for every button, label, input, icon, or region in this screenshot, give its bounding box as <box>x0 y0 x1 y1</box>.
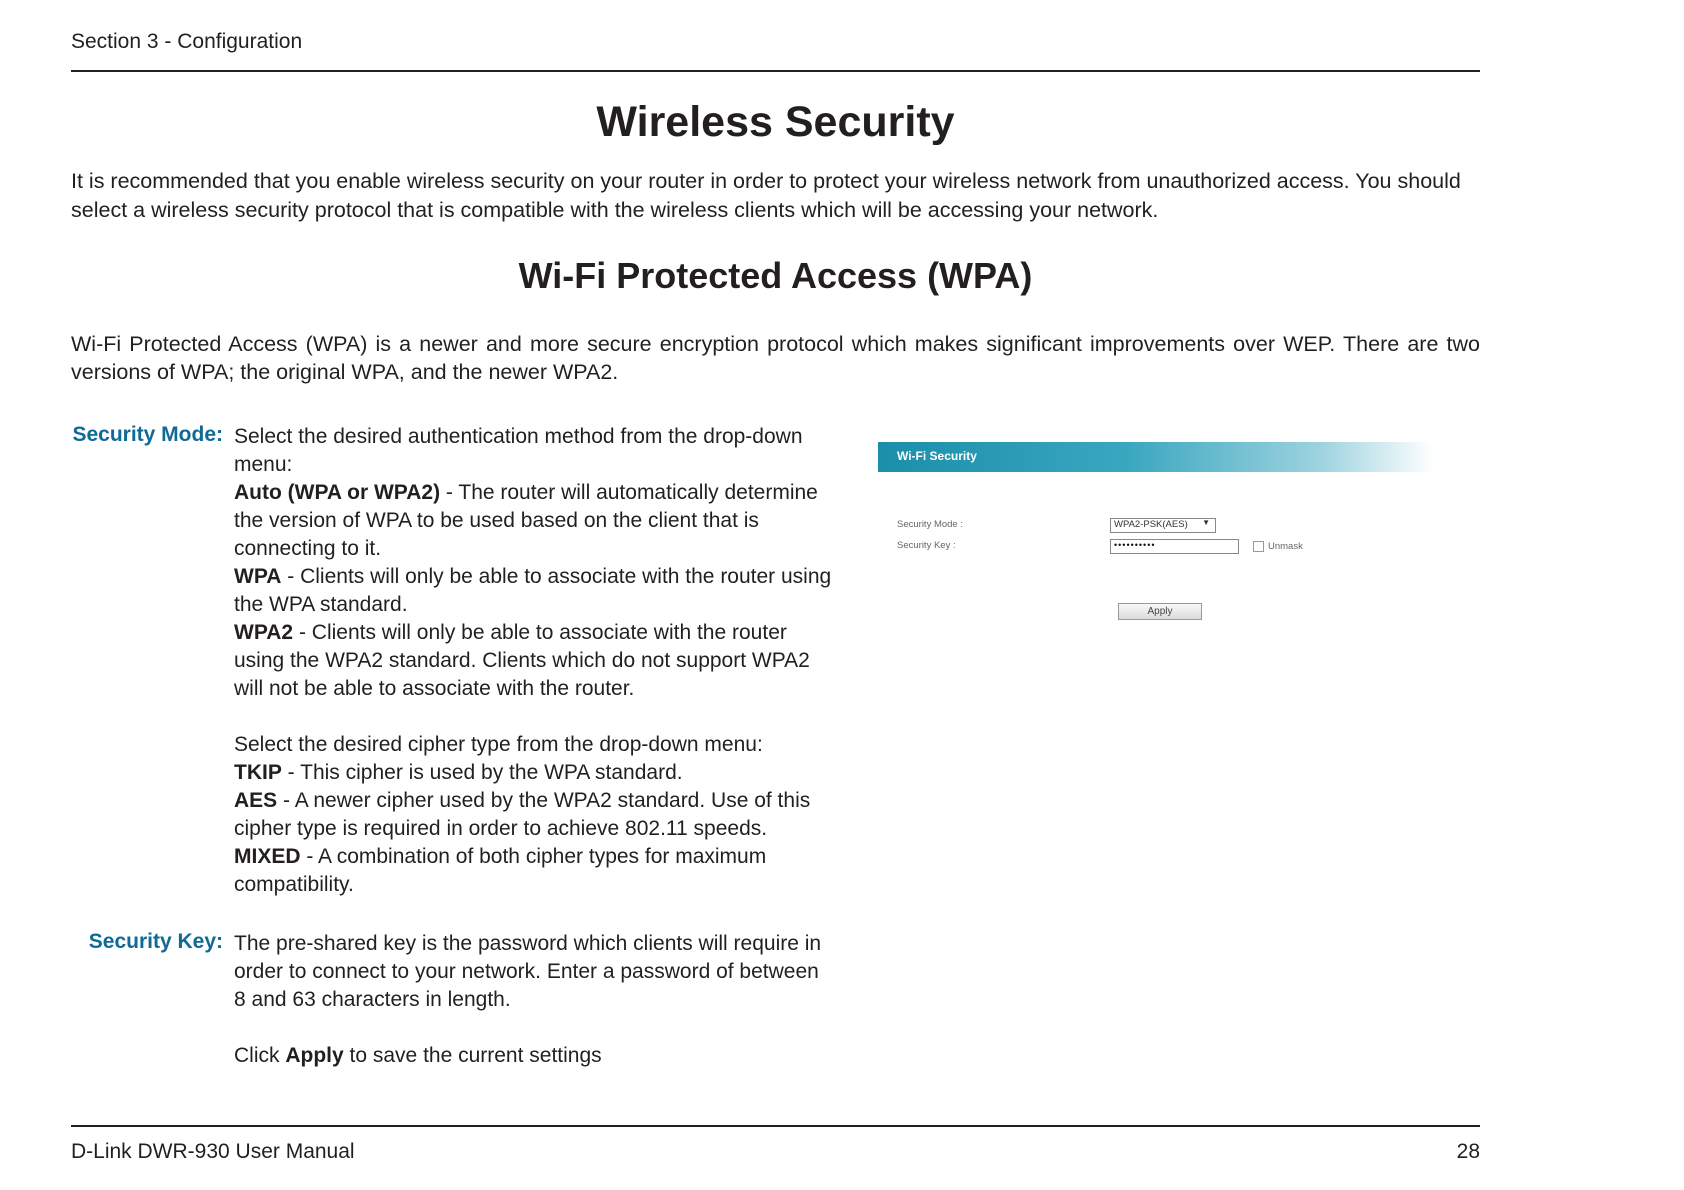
unmask-checkbox[interactable] <box>1253 541 1264 552</box>
option-auto <box>234 479 834 563</box>
panel-title: Wi-Fi Security <box>897 449 977 463</box>
cipher-aes <box>234 787 834 843</box>
security-key-description <box>234 930 834 1070</box>
apply-prefix: Click <box>234 1044 286 1067</box>
security-key-term: Security Key: <box>88 930 223 953</box>
cipher-aes-text: - A newer cipher used by the WPA2 standard. Use of this cipher type is required in order to achieve 802.11 speeds. <box>234 789 811 840</box>
security-key-label: Security Key : <box>897 540 956 551</box>
wpa-heading: Wi-Fi Protected Access (WPA) <box>518 255 1033 296</box>
security-key-text: The pre-shared key is the password which clients will require in order to connect to your network. Enter a password of between 8 and 63 characters in length. <box>234 932 822 1011</box>
wpa-paragraph: Wi-Fi Protected Access (WPA) is a newer and more secure encryption protocol which makes significant improvements over WEP. There are two versions of WPA; the original WPA, and the newer WPA2. <box>71 332 1480 384</box>
apply-button[interactable]: Apply <box>1118 603 1202 620</box>
cipher-aes-name: AES <box>234 789 278 812</box>
option-auto-text: - The router will automatically determine the version of WPA to be used based on the client that is connecting to it. <box>234 481 818 560</box>
wifi-security-screenshot <box>878 442 1433 622</box>
security-key-input[interactable] <box>1110 539 1239 554</box>
security-mode-term: Security Mode: <box>72 423 223 446</box>
option-wpa2 <box>234 619 834 703</box>
security-mode-value: WPA2-PSK(AES) <box>1114 519 1188 530</box>
cipher-intro: Select the desired cipher type from the drop-down menu: <box>234 733 763 756</box>
option-wpa2-name: WPA2 <box>234 621 294 644</box>
footer-manual-title: D-Link DWR-930 User Manual <box>71 1140 355 1163</box>
security-mode-description <box>234 423 834 899</box>
page-title: Wireless Security <box>596 98 955 146</box>
cipher-tkip-name: TKIP <box>234 761 282 784</box>
section-header: Section 3 - Configuration <box>71 30 303 53</box>
security-key-value: •••••••••• <box>1114 540 1156 550</box>
security-mode-intro: Select the desired authentication method from the drop-down menu: <box>234 425 803 476</box>
apply-suffix: to save the current settings <box>343 1044 602 1067</box>
apply-instruction <box>234 1042 834 1070</box>
intro-paragraph: It is recommended that you enable wireless security on your router in order to protect your wireless network from unauthorized access. You should select a wireless security protocol that is compatible with the wireless clients which will be accessing your network. <box>71 169 1461 222</box>
cipher-mixed <box>234 843 834 899</box>
apply-word: Apply <box>285 1044 344 1067</box>
footer-rule <box>71 1125 1480 1127</box>
option-wpa-name: WPA <box>234 565 282 588</box>
page-number: 28 <box>1456 1140 1480 1163</box>
unmask-label: Unmask <box>1268 541 1303 552</box>
cipher-mixed-name: MIXED <box>234 845 301 868</box>
cipher-tkip-text: - This cipher is used by the WPA standard. <box>281 761 683 784</box>
cipher-mixed-text: - A combination of both cipher types for maximum compatibility. <box>234 845 767 896</box>
cipher-tkip <box>234 759 834 787</box>
option-wpa <box>234 563 834 619</box>
panel-title-bar <box>878 442 1433 472</box>
option-wpa2-text: - Clients will only be able to associate with the router using the WPA2 standard. Clients which do not support WPA2 will not be able to associate with the router. <box>234 621 810 700</box>
header-rule <box>71 70 1480 72</box>
option-auto-name: Auto (WPA or WPA2) <box>234 481 441 504</box>
security-mode-select[interactable] <box>1110 518 1216 533</box>
option-wpa-text: - Clients will only be able to associate with the router using the WPA standard. <box>234 565 832 616</box>
security-mode-label: Security Mode : <box>897 519 963 530</box>
dropdown-arrow-icon: ▼ <box>1202 518 1210 527</box>
